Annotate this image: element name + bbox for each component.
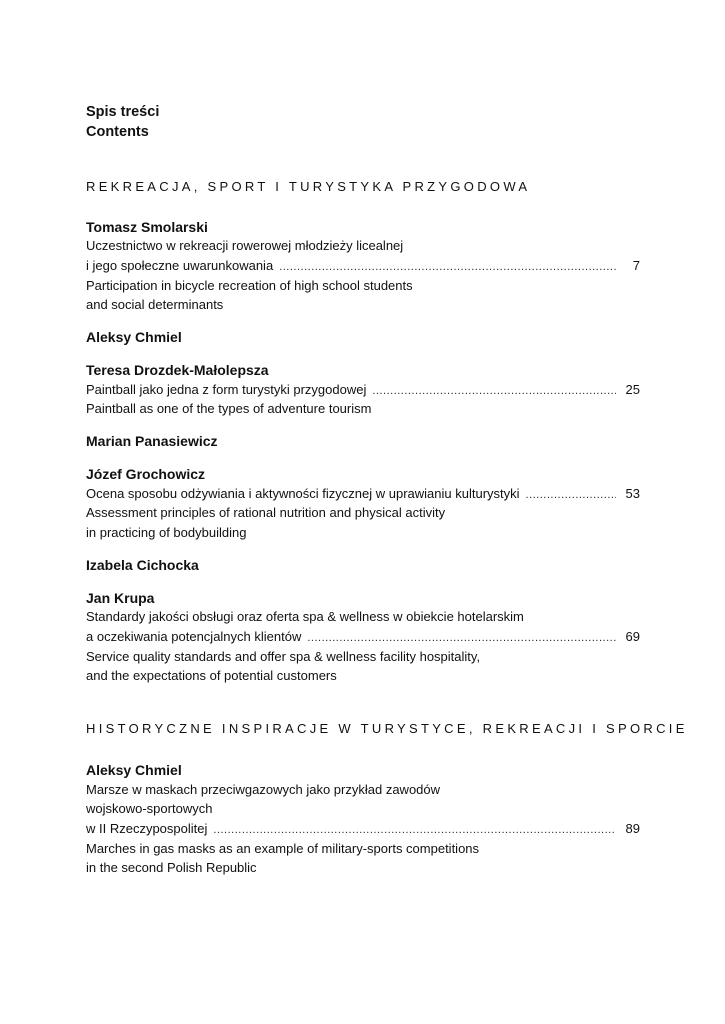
page-title-polish: Spis treści — [86, 104, 160, 120]
toc-line[interactable] — [86, 381, 640, 400]
page-number: 89 — [625, 821, 640, 836]
entry-title-polish: Marsze w maskach przeciwgazowych jako przykład zawodów — [86, 782, 441, 797]
entry-title-polish: Paintball jako jedna z form turystyki przygodowej — [86, 382, 367, 397]
toc-line[interactable] — [86, 257, 640, 276]
entry-title-english: in the second Polish Republic — [86, 860, 257, 875]
page-number: 7 — [632, 258, 640, 273]
dot-leader — [526, 486, 616, 504]
dot-leader — [372, 382, 616, 400]
page-number: 69 — [625, 629, 640, 644]
entry-author: Józef Grochowicz — [86, 466, 206, 482]
entry-title-polish: Standardy jakości obsługi oraz oferta spa & wellness w obiekcie hotelarskim — [86, 609, 524, 624]
toc-line[interactable] — [86, 628, 640, 647]
entry-title-english: and social determinants — [86, 297, 224, 312]
entry-title-polish: i jego społeczne uwarunkowania — [86, 258, 274, 273]
entry-title-polish: a oczekiwania potencjalnych klientów — [86, 629, 302, 644]
entry-title-english: in practicing of bodybuilding — [86, 525, 247, 540]
section-heading: REKREACJA, SPORT I TURYSTYKA PRZYGODOWA — [86, 179, 531, 194]
entry-title-polish: Ocena sposobu odżywiania i aktywności fizycznej w uprawianiu kulturystyki — [86, 486, 520, 501]
page-number: 25 — [625, 382, 640, 397]
entry-title-polish: wojskowo-sportowych — [86, 801, 213, 816]
entry-author: Marian Panasiewicz — [86, 433, 218, 449]
entry-author: Jan Krupa — [86, 590, 155, 606]
entry-title-english: Paintball as one of the types of adventure tourism — [86, 401, 372, 416]
toc-line[interactable] — [86, 485, 640, 504]
entry-author: Izabela Cichocka — [86, 557, 199, 573]
entry-author: Tomasz Smolarski — [86, 219, 208, 235]
entry-title-english: Assessment principles of rational nutrition and physical activity — [86, 505, 446, 520]
entry-author: Aleksy Chmiel — [86, 329, 182, 345]
dot-leader — [213, 821, 616, 839]
entry-author: Teresa Drozdek-Małolepsza — [86, 362, 269, 378]
entry-title-english: Participation in bicycle recreation of high school students — [86, 278, 413, 293]
entry-title-polish: w II Rzeczypospolitej — [86, 821, 208, 836]
dot-leader — [279, 258, 616, 276]
entry-title-english: and the expectations of potential customers — [86, 668, 337, 683]
contents-page — [86, 0, 688, 1024]
entry-title-polish: Uczestnictwo w rekreacji rowerowej młodzieży licealnej — [86, 238, 404, 253]
entry-title-english: Service quality standards and offer spa & wellness facility hospitality, — [86, 649, 481, 664]
page-title-english: Contents — [86, 124, 149, 140]
page-number: 53 — [625, 486, 640, 501]
entry-author: Aleksy Chmiel — [86, 762, 182, 778]
dot-leader — [307, 629, 616, 647]
entry-title-english: Marches in gas masks as an example of military-sports competitions — [86, 841, 480, 856]
section-heading: HISTORYCZNE INSPIRACJE W TURYSTYCE, REKREACJI I SPORCIE — [86, 721, 688, 736]
toc-line[interactable] — [86, 820, 640, 839]
